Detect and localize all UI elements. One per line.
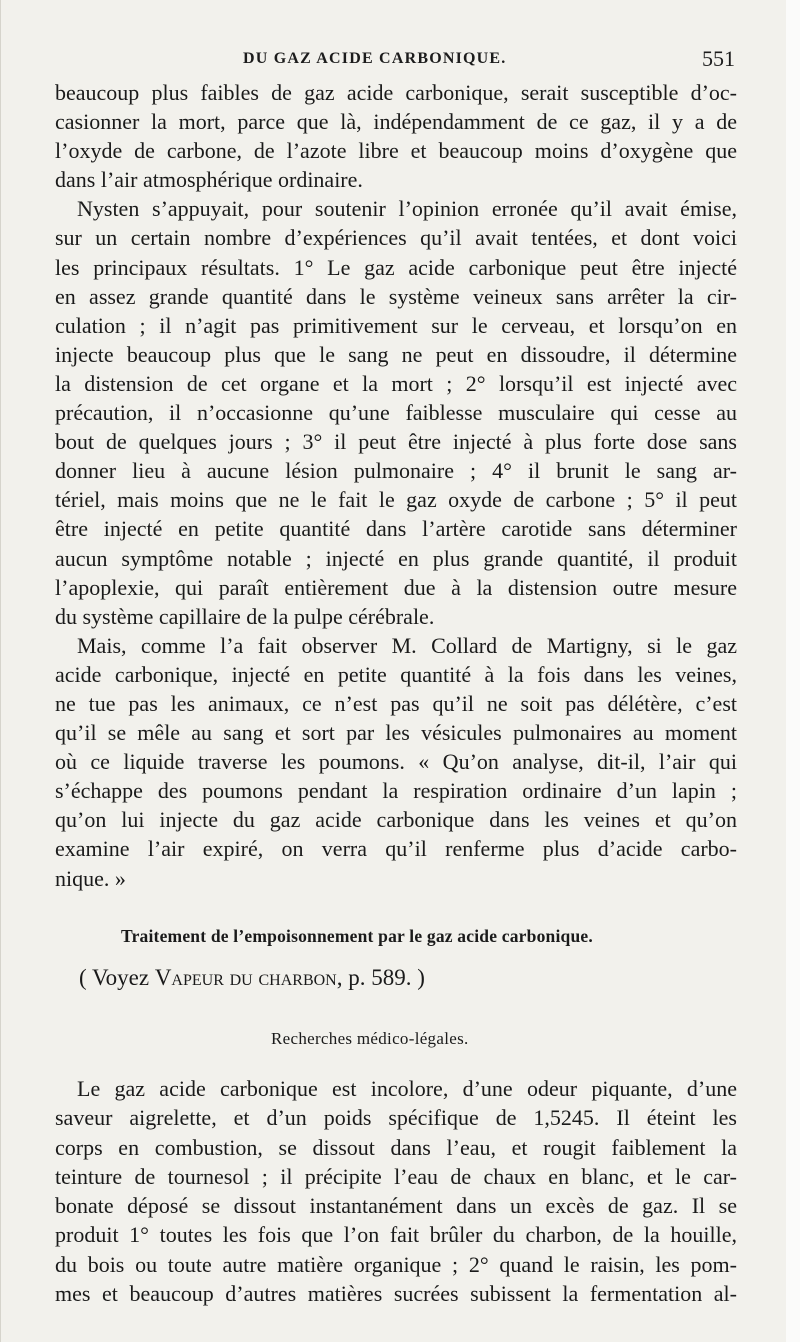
- text-line: ne tue pas les animaux, ce n’est pas qu’il ne soit pas délétère, c’est: [55, 690, 737, 716]
- text-line: bout de quelques jours ; 3° il peut être injecté à plus forte dose sans: [55, 429, 737, 455]
- text-line: en assez grande quantité dans le système veineux sans arrêter la cir-: [55, 283, 737, 309]
- text-line: produit 1° toutes les fois que l’on fait brûler du charbon, de la houille,: [55, 1222, 737, 1248]
- text-line: mes et beaucoup d’autres matières sucrées subissent la fermentation al-: [55, 1281, 737, 1307]
- text-line: Nysten s’appuyait, pour soutenir l’opinion erronée qu’il avait émise,: [77, 196, 737, 222]
- text-line: du bois ou toute autre matière organique ; 2° quand le raisin, les pom-: [55, 1251, 737, 1277]
- text-line: s’échappe des poumons pendant la respiration ordinaire d’un lapin ;: [55, 778, 737, 804]
- text-line: corps en combustion, se dissout dans l’eau, et rougit faiblement la: [55, 1134, 737, 1160]
- text-line: culation ; il n’agit pas primitivement sur le cerveau, et lorsqu’on en: [55, 312, 737, 338]
- crossref-title: Vapeur du charbon: [154, 965, 337, 990]
- text-line: injecte beaucoup plus que le sang ne peut en dissoudre, il détermine: [55, 341, 737, 367]
- text-line: donner lieu à aucune lésion pulmonaire ; 4° il brunit le sang ar-: [55, 458, 737, 484]
- text-line: beaucoup plus faibles de gaz acide carbonique, serait susceptible d’oc-: [55, 80, 737, 105]
- text-line: aucun symptôme notable ; injecté en plus grande quantité, il produit: [55, 545, 737, 571]
- text-line: saveur aigrelette, et d’un poids spécifique de 1,5245. Il éteint les: [55, 1105, 737, 1131]
- text-line: être injecté en petite quantité dans l’artère carotide sans déterminer: [55, 516, 737, 542]
- body-text-top: [55, 78, 737, 893]
- page-header: [53, 46, 743, 76]
- page-number: 551: [702, 46, 735, 71]
- crossref-close: , p. 589. ): [336, 965, 425, 990]
- heading-treatment: Traitement de l’empoisonnement par le gaz acide carbonique.: [121, 926, 593, 946]
- paragraph-continued: [55, 78, 737, 194]
- text-line: Mais, comme l’a fait observer M. Collard de Martigny, si le gaz: [77, 632, 737, 658]
- body-text-bottom: [55, 1074, 737, 1308]
- paragraph-nysten: [55, 194, 737, 630]
- text-line: bonate déposé se dissout instantanément dans un excès de gaz. Il se: [55, 1193, 737, 1219]
- paragraph-collard: [55, 631, 737, 893]
- text-line: nique. »: [55, 865, 126, 891]
- text-line: examine l’air expiré, on verra qu’il renferme plus d’acide carbo-: [55, 836, 737, 862]
- text-line: Le gaz acide carbonique est incolore, d’une odeur piquante, d’une: [77, 1076, 737, 1101]
- text-line: casionner la mort, parce que là, indépendamment de ce gaz, il y a de: [55, 109, 737, 135]
- running-title: DU GAZ ACIDE CARBONIQUE.: [243, 50, 507, 67]
- crossref-open: ( Voyez: [79, 965, 155, 990]
- text-line: l’oxyde de carbone, de l’azote libre et beaucoup moins d’oxygène que: [55, 138, 737, 164]
- heading-legal: Recherches médico-légales.: [271, 1029, 469, 1048]
- text-line: teinture de tournesol ; il précipite l’eau de chaux en blanc, et le car-: [55, 1163, 737, 1189]
- text-line: sur un certain nombre d’expériences qu’il avait tentées, et dont voici: [55, 225, 737, 251]
- text-line: du système capillaire de la pulpe cérébrale.: [55, 603, 435, 629]
- text-line: la distension de cet organe et la mort ; 2° lorsqu’il est injecté avec: [55, 370, 737, 396]
- text-line: où ce liquide traverse les poumons. « Qu’on analyse, dit-il, l’air qui: [55, 749, 737, 775]
- text-line: acide carbonique, injecté en petite quantité à la fois dans les veines,: [55, 661, 737, 687]
- page-edge: [786, 0, 800, 1342]
- text-line: les principaux résultats. 1° Le gaz acide carbonique peut être injecté: [55, 254, 737, 280]
- text-line: dans l’air atmosphérique ordinaire.: [55, 167, 363, 193]
- text-line: qu’il se mêle au sang et sort par les vésicules pulmonaires au moment: [55, 720, 737, 746]
- text-line: l’apoplexie, qui paraît entièrement due à la distension outre mesure: [55, 574, 737, 600]
- text-line: qu’on lui injecte du gaz acide carbonique dans les veines et qu’on: [55, 807, 737, 833]
- text-line: tériel, mais moins que ne le fait le gaz oxyde de carbone ; 5° il peut: [55, 487, 737, 513]
- text-line: précaution, il n’occasionne qu’une faiblesse musculaire qui cesse au: [55, 400, 737, 426]
- cross-reference: [79, 965, 425, 991]
